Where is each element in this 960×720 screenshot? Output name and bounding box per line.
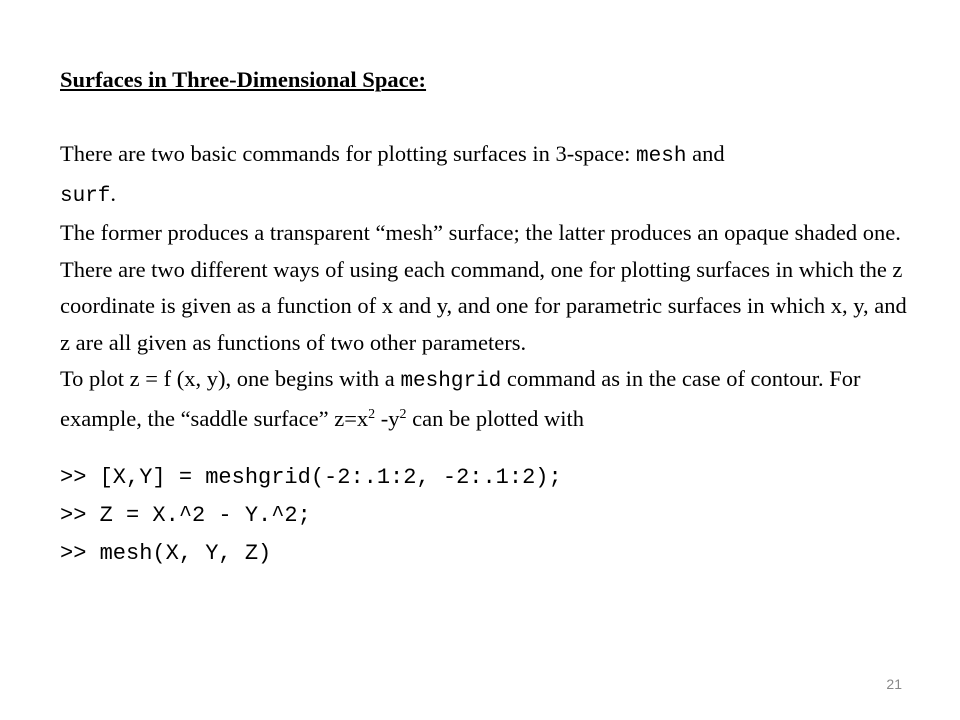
code-block	[60, 459, 920, 573]
title-spacer	[60, 96, 920, 136]
code-meshgrid: meshgrid	[400, 370, 502, 393]
text-segment: To plot z = f (x, y), one begins with a	[60, 366, 401, 391]
code-line: >> [X,Y] = meshgrid(-2:.1:2, -2:.1:2);	[60, 465, 562, 490]
text-segment: There are two basic commands for plotting surfaces in 3-space:	[60, 141, 637, 166]
superscript: 2	[399, 406, 407, 422]
code-mesh: mesh	[636, 145, 687, 168]
paragraph-plot-instructions	[60, 361, 920, 437]
text-segment: command as in the case of contour. For example, the “saddle surface” z=x	[60, 366, 861, 431]
slide-content	[60, 64, 920, 573]
code-line: >> Z = X.^2 - Y.^2;	[60, 503, 311, 528]
code-surf: surf	[60, 184, 111, 208]
text-segment: can be plotted with	[406, 405, 584, 431]
text-segment: and	[686, 141, 725, 166]
slide-title: Surfaces in Three-Dimensional Space:	[60, 67, 427, 92]
text-segment: .	[110, 180, 117, 206]
paragraph-former-latter: The former produces a transparent “mesh” surface; the latter produces an opaque shaded one.	[60, 220, 901, 245]
page-number: 21	[886, 676, 902, 692]
code-line: >> mesh(X, Y, Z)	[60, 541, 272, 566]
text-segment: -y	[375, 405, 400, 431]
paragraph-commands	[60, 136, 920, 215]
superscript: 2	[368, 406, 376, 422]
paragraph-two-ways: There are two different ways of using each command, one for plotting surfaces in which the z coordinate is given as a function of x and y, and one for parametric surfaces in which x, y, and z are all given as functions of two other parameters.	[60, 256, 907, 355]
